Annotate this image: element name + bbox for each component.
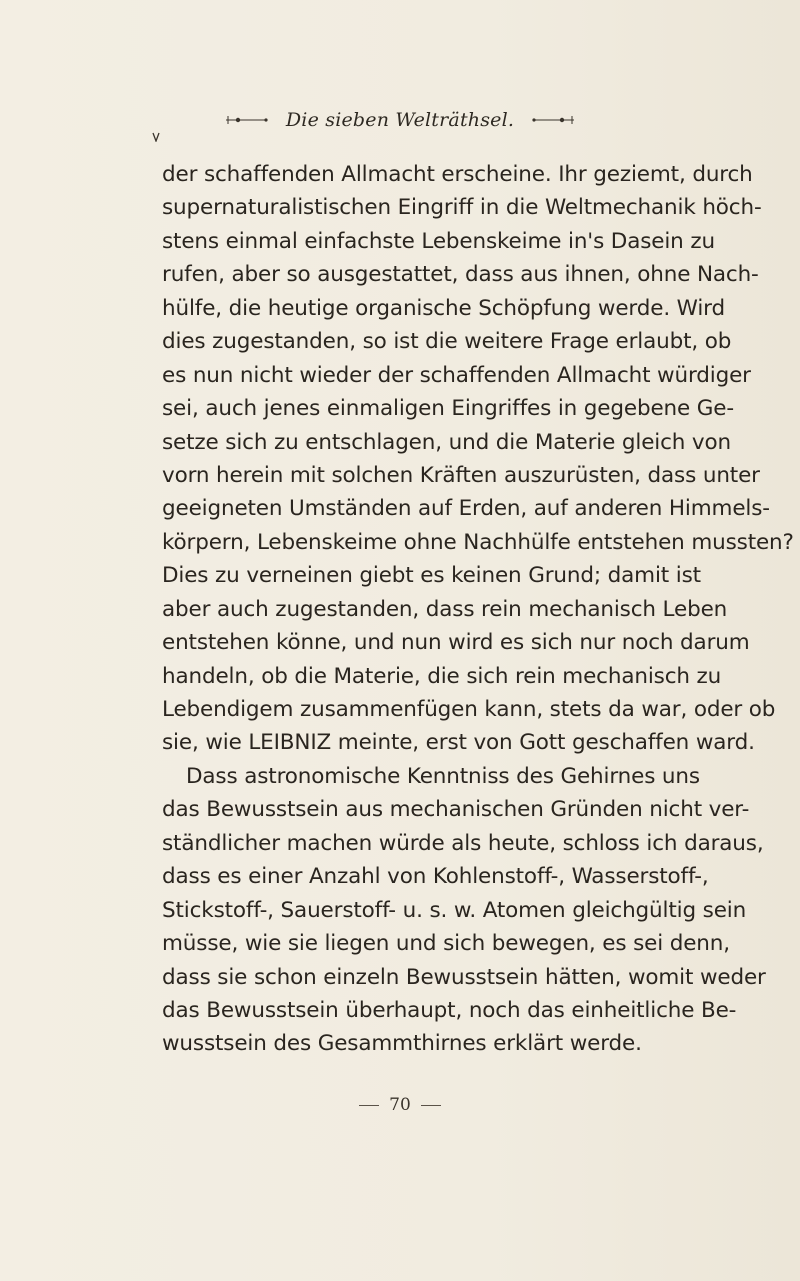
text-line: dass sie schon einzeln Bewusstsein hätten, womit weder (162, 964, 766, 990)
text-line: handeln, ob die Materie, die sich rein mechanisch zu (162, 663, 722, 689)
text-line: aber auch zugestanden, dass rein mechanisch Leben (162, 596, 728, 622)
dash-left (359, 1105, 379, 1106)
text-line: stens einmal einfachste Lebenskeime in's Dasein zu (162, 228, 715, 254)
text-line: der schaffenden Allmacht erscheine. Ihr geziemt, durch (162, 162, 753, 187)
text-line: supernaturalistischen Eingriff in die Weltmechanik höch- (162, 195, 762, 221)
text-line-paragraph-start: Dass astronomische Kenntniss des Gehirnes uns (186, 763, 700, 789)
text-line: sie, wie LEIBNIZ meinte, erst von Gott geschaffen ward. (162, 730, 755, 756)
text-line: hülfe, die heutige organische Schöpfung werde. Wird (162, 295, 725, 321)
text-line: ständlicher machen würde als heute, schloss ich daraus, (162, 830, 764, 856)
dash-right (421, 1105, 441, 1106)
text-line: Lebendigem zusammenfügen kann, stets da war, oder ob (162, 697, 776, 722)
body-text (162, 158, 800, 1061)
text-line: entstehen könne, und nun wird es sich nur noch darum (162, 630, 750, 656)
text-line: körpern, Lebenskeime ohne Nachhülfe entstehen mussten? (162, 529, 794, 555)
text-line: es nun nicht wieder der schaffenden Allmacht würdiger (162, 362, 751, 388)
text-line: dies zugestanden, so ist die weitere Frage erlaubt, ob (162, 329, 732, 355)
running-header-title: Die sieben Welträthsel. (285, 109, 515, 131)
text-line: müsse, wie sie liegen und sich bewegen, es sei denn, (162, 931, 730, 957)
text-line: rufen, aber so ausgestattet, dass aus ihnen, ohne Nach- (162, 262, 759, 288)
text-line: vorn herein mit solchen Kräften auszurüsten, dass unter (162, 462, 760, 488)
text-line: Dies zu verneinen giebt es keinen Grund; damit ist (162, 563, 701, 589)
running-header (285, 106, 515, 134)
text-line: sei, auch jenes einmaligen Eingriffes in gegebene Ge- (162, 396, 734, 422)
text-line: geeigneten Umständen auf Erden, auf anderen Himmels- (162, 496, 770, 522)
text-line: setze sich zu entschlagen, und die Materie gleich von (162, 429, 731, 455)
text-line: dass es einer Anzahl von Kohlenstoff-, Wasserstoff-, (162, 864, 709, 890)
left-ornament-icon (224, 115, 268, 125)
page-number-footer (0, 1095, 800, 1115)
text-line: das Bewusstsein überhaupt, noch das einheitliche Be- (162, 997, 737, 1023)
right-ornament-icon (532, 115, 576, 125)
text-line: wusstsein des Gesammthirnes erklärt werde. (162, 1031, 642, 1057)
signature-mark-icon (152, 132, 160, 145)
text-line: das Bewusstsein aus mechanischen Gründen nicht ver- (162, 797, 750, 823)
page-number: 70 (389, 1095, 411, 1115)
text-line: Stickstoff-, Sauerstoff- u. s. w. Atomen gleichgültig sein (162, 897, 747, 923)
